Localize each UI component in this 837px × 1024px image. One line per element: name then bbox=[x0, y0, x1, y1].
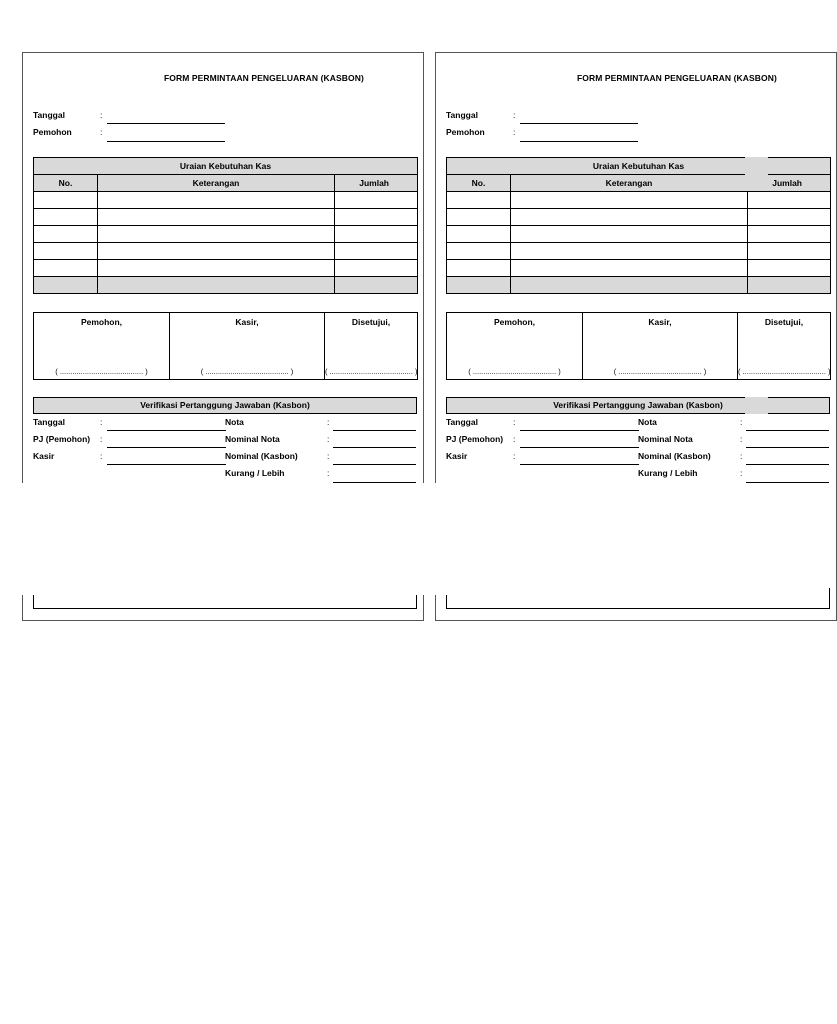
table-total-row bbox=[447, 277, 831, 294]
verif-tanggal-field[interactable] bbox=[520, 430, 639, 431]
verif-tanggal-field[interactable] bbox=[107, 430, 226, 431]
table-cell[interactable] bbox=[511, 209, 748, 226]
table-cell[interactable] bbox=[98, 209, 335, 226]
offscreen-header-strip bbox=[745, 157, 768, 191]
verif-colon: : bbox=[327, 468, 330, 478]
table-cell[interactable] bbox=[34, 226, 98, 243]
pemohon-colon: : bbox=[100, 127, 103, 137]
verif-pj-label: PJ (Pemohon) bbox=[446, 434, 504, 444]
table-cell[interactable] bbox=[511, 192, 748, 209]
verif-tanggal-label: Tanggal bbox=[33, 417, 65, 427]
kas-table-title: Uraian Kebutuhan Kas bbox=[447, 158, 831, 175]
tanggal-label: Tanggal bbox=[446, 110, 478, 120]
kas-table bbox=[446, 157, 831, 294]
col-header-no: No. bbox=[34, 175, 98, 192]
verif-colon: : bbox=[100, 417, 103, 427]
table-cell[interactable] bbox=[335, 192, 418, 209]
verif-colon: : bbox=[100, 451, 103, 461]
verif-nominal-kasbon-field[interactable] bbox=[746, 464, 829, 465]
kas-table bbox=[33, 157, 418, 294]
tanggal-colon: : bbox=[100, 110, 103, 120]
col-header-keterangan: Keterangan bbox=[98, 175, 335, 192]
verif-pj-label: PJ (Pemohon) bbox=[33, 434, 91, 444]
signature-pemohon[interactable] bbox=[447, 313, 583, 380]
pemohon-label: Pemohon bbox=[446, 127, 485, 137]
signature-kasir[interactable] bbox=[170, 313, 325, 380]
table-cell[interactable] bbox=[447, 209, 511, 226]
verif-kurang-lebih-label: Kurang / Lebih bbox=[225, 468, 285, 478]
signature-label: Pemohon, bbox=[493, 317, 536, 327]
table-row bbox=[34, 243, 418, 260]
verification-title: Verifikasi Pertanggung Jawaban (Kasbon) bbox=[446, 397, 830, 414]
kas-table-title: Uraian Kebutuhan Kas bbox=[34, 158, 418, 175]
table-cell bbox=[447, 277, 511, 294]
verif-nominal-kasbon-field[interactable] bbox=[333, 464, 416, 465]
verif-colon: : bbox=[327, 417, 330, 427]
table-row bbox=[34, 192, 418, 209]
table-cell[interactable] bbox=[748, 243, 831, 260]
signature-kasir[interactable] bbox=[583, 313, 738, 380]
col-header-no: No. bbox=[447, 175, 511, 192]
signature-line: ( ........................................ ) bbox=[325, 367, 418, 376]
table-cell[interactable] bbox=[34, 209, 98, 226]
signature-disetujui[interactable] bbox=[738, 313, 831, 380]
verif-nota-field[interactable] bbox=[333, 430, 416, 431]
table-row bbox=[447, 226, 831, 243]
table-row bbox=[447, 192, 831, 209]
table-cell bbox=[34, 277, 98, 294]
signature-line: ( ........................................ ) bbox=[55, 367, 148, 376]
table-cell bbox=[335, 277, 418, 294]
verif-kurang-lebih-label: Kurang / Lebih bbox=[638, 468, 698, 478]
table-row bbox=[34, 260, 418, 277]
verif-colon: : bbox=[327, 451, 330, 461]
table-cell[interactable] bbox=[335, 260, 418, 277]
table-cell[interactable] bbox=[748, 260, 831, 277]
col-header-jumlah: Jumlah bbox=[335, 175, 418, 192]
verif-tanggal-label: Tanggal bbox=[446, 417, 478, 427]
form-title: FORM PERMINTAAN PENGELUARAN (KASBON) bbox=[577, 73, 777, 83]
page-gap bbox=[0, 483, 768, 595]
verif-colon: : bbox=[513, 451, 516, 461]
pemohon-field[interactable] bbox=[107, 141, 225, 142]
table-cell[interactable] bbox=[748, 192, 831, 209]
verif-nominal-kasbon-label: Nominal (Kasbon) bbox=[225, 451, 298, 461]
table-row bbox=[447, 260, 831, 277]
pemohon-colon: : bbox=[513, 127, 516, 137]
table-cell[interactable] bbox=[335, 243, 418, 260]
verif-colon: : bbox=[740, 417, 743, 427]
verif-pj-field[interactable] bbox=[520, 447, 639, 448]
verif-kasir-label: Kasir bbox=[446, 451, 468, 461]
verif-nominal-nota-label: Nominal Nota bbox=[638, 434, 693, 444]
verif-nominal-nota-label: Nominal Nota bbox=[225, 434, 280, 444]
table-cell[interactable] bbox=[98, 192, 335, 209]
tanggal-field[interactable] bbox=[520, 123, 638, 124]
signature-disetujui[interactable] bbox=[325, 313, 418, 380]
table-cell[interactable] bbox=[34, 243, 98, 260]
verif-colon: : bbox=[513, 417, 516, 427]
signature-table bbox=[33, 312, 418, 380]
signature-line: ( ........................................ ) bbox=[613, 367, 707, 376]
table-cell[interactable] bbox=[447, 243, 511, 260]
table-cell[interactable] bbox=[98, 226, 335, 243]
tanggal-field[interactable] bbox=[107, 123, 225, 124]
signature-line: ( ........................................ ) bbox=[738, 367, 831, 376]
form-title: FORM PERMINTAAN PENGELUARAN (KASBON) bbox=[164, 73, 364, 83]
verif-nota-label: Nota bbox=[638, 417, 657, 427]
table-cell[interactable] bbox=[447, 226, 511, 243]
verif-colon: : bbox=[513, 434, 516, 444]
verif-nominal-nota-field[interactable] bbox=[333, 447, 416, 448]
verif-kasir-field[interactable] bbox=[520, 464, 639, 465]
signature-line: ( ........................................ ) bbox=[468, 367, 561, 376]
table-cell bbox=[748, 277, 831, 294]
offscreen-header-strip bbox=[745, 397, 768, 414]
pemohon-field[interactable] bbox=[520, 141, 638, 142]
tanggal-label: Tanggal bbox=[33, 110, 65, 120]
table-cell[interactable] bbox=[447, 260, 511, 277]
table-cell[interactable] bbox=[748, 226, 831, 243]
tanggal-colon: : bbox=[513, 110, 516, 120]
verif-kasir-field[interactable] bbox=[107, 464, 226, 465]
signature-table bbox=[446, 312, 831, 380]
table-cell bbox=[98, 277, 335, 294]
verif-nota-label: Nota bbox=[225, 417, 244, 427]
table-total-row bbox=[34, 277, 418, 294]
verif-colon: : bbox=[740, 451, 743, 461]
table-cell[interactable] bbox=[511, 243, 748, 260]
verif-kasir-label: Kasir bbox=[33, 451, 55, 461]
table-cell[interactable] bbox=[335, 209, 418, 226]
signature-pemohon[interactable] bbox=[34, 313, 170, 380]
col-header-jumlah: Jumlah bbox=[748, 175, 831, 192]
signature-label: Disetujui, bbox=[764, 317, 804, 327]
table-cell[interactable] bbox=[98, 260, 335, 277]
table-row bbox=[447, 209, 831, 226]
verif-pj-field[interactable] bbox=[107, 447, 226, 448]
signature-line: ( ........................................ ) bbox=[200, 367, 294, 376]
verif-colon: : bbox=[740, 468, 743, 478]
table-row bbox=[34, 209, 418, 226]
signature-label: Kasir, bbox=[648, 317, 672, 327]
table-cell[interactable] bbox=[511, 226, 748, 243]
pemohon-label: Pemohon bbox=[33, 127, 72, 137]
verif-colon: : bbox=[740, 434, 743, 444]
table-cell[interactable] bbox=[335, 226, 418, 243]
table-cell[interactable] bbox=[447, 192, 511, 209]
verif-colon: : bbox=[327, 434, 330, 444]
verif-nominal-nota-field[interactable] bbox=[746, 447, 829, 448]
table-cell[interactable] bbox=[98, 243, 335, 260]
verif-nominal-kasbon-label: Nominal (Kasbon) bbox=[638, 451, 711, 461]
table-cell[interactable] bbox=[34, 192, 98, 209]
signature-label: Pemohon, bbox=[80, 317, 123, 327]
verif-nota-field[interactable] bbox=[746, 430, 829, 431]
table-cell[interactable] bbox=[34, 260, 98, 277]
table-cell bbox=[511, 277, 748, 294]
verif-colon: : bbox=[100, 434, 103, 444]
table-row bbox=[447, 243, 831, 260]
table-cell[interactable] bbox=[511, 260, 748, 277]
signature-label: Kasir, bbox=[235, 317, 259, 327]
signature-label: Disetujui, bbox=[351, 317, 391, 327]
table-cell[interactable] bbox=[748, 209, 831, 226]
verification-title: Verifikasi Pertanggung Jawaban (Kasbon) bbox=[33, 397, 417, 414]
col-header-keterangan: Keterangan bbox=[511, 175, 748, 192]
table-row bbox=[34, 226, 418, 243]
